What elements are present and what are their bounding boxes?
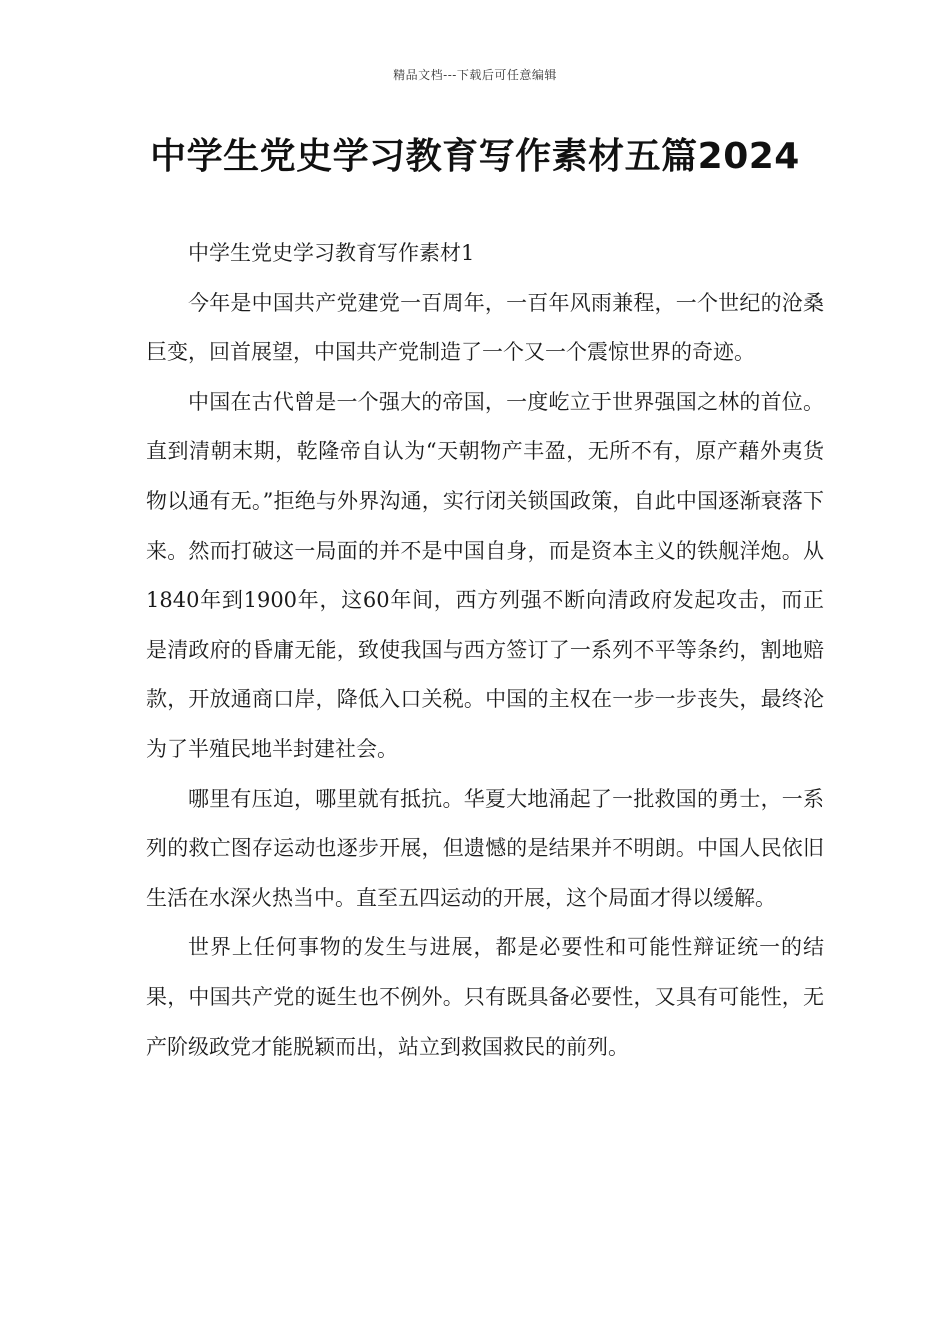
paragraph-3: 哪里有压迫，哪里就有抵抗。华夏大地涌起了一批救国的勇士，一系列的救亡图存运动也逐步开展，但遗憾的是结果并不明朗。中国人民依旧生活在水深火热当中。直至五四运动的开展，这个局面才得以缓解。	[146, 786, 824, 910]
section-heading: 中学生党史学习教育写作素材1	[188, 241, 475, 265]
paragraph-1: 今年是中国共产党建党一百周年，一百年风雨兼程，一个世纪的沧桑巨变，回首展望，中国共产党制造了一个又一个震惊世界的奇迹。	[146, 290, 824, 365]
header-note: 精品文档---下载后可任意编辑	[393, 68, 557, 82]
document-title: 中学生党史学习教育写作素材五篇2024	[150, 136, 800, 177]
paragraph-2: 中国在古代曾是一个强大的帝国，一度屹立于世界强国之林的首位。直到清朝末期，乾隆帝自认为“天朝物产丰盈，无所不有，原产藉外夷货物以通有无。”拒绝与外界沟通，实行闭关锁国政策，自此中国逐渐衰落下来。然而打破这一局面的并不是中国自身，而是资本主义的铁舰洋炮。从1840年到1900年，这60年间，西方列强不断向清政府发起攻击，而正是清政府的昏庸无能，致使我国与西方签订了一系列不平等条约，割地赔款，开放通商口岸，降低入口关税。中国的主权在一步一步丧失，最终沦为了半殖民地半封建社会。	[146, 389, 824, 761]
paragraph-4: 世界上任何事物的发生与进展，都是必要性和可能性辩证统一的结果，中国共产党的诞生也不例外。只有既具备必要性，又具有可能性，无产阶级政党才能脱颖而出，站立到救国救民的前列。	[146, 935, 824, 1059]
document-body	[146, 229, 824, 1072]
